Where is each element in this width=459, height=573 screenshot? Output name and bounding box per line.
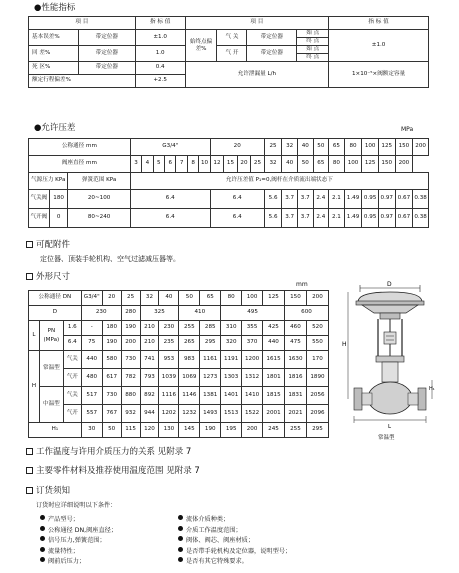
dim-d-cell: 600	[284, 306, 328, 321]
pressure-cell: 0.97	[378, 209, 395, 228]
dim-cell: 440	[81, 351, 102, 369]
checkbox-square-icon	[26, 487, 33, 494]
pressure-seat-cell: 7	[176, 156, 187, 173]
pressure-seat-cell: 50	[297, 156, 313, 173]
pressure-seat-cell: 32	[264, 156, 282, 173]
accessories-text: 定位器、顶装手轮机构、空气过滤减压器等。	[40, 255, 180, 263]
dim-cell: 480	[81, 369, 102, 387]
pressure-dn-cell: 150	[395, 139, 413, 156]
diagram-d-mark: D	[387, 281, 392, 288]
pressure-cell: 3.7	[297, 209, 313, 228]
pressure-dn-cell: 65	[329, 139, 345, 156]
dim-dn-cell: 50	[179, 291, 200, 306]
dim-cell: 2021	[284, 405, 306, 423]
dim-cell: 782	[121, 369, 140, 387]
pressure-unit: MPa	[401, 126, 414, 133]
dim-cell: 880	[121, 387, 140, 405]
dim-cell: 1801	[263, 369, 285, 387]
dim-cell: 255	[179, 321, 200, 336]
bullet-icon	[178, 536, 183, 541]
dim-cell: 210	[140, 336, 159, 351]
perf-right-b-sub: 带定位器	[247, 46, 297, 62]
dim-cell: 440	[263, 336, 285, 351]
dim-cell: 1831	[284, 387, 306, 405]
list-item: 流体介质种类；	[178, 515, 291, 526]
pressure-air-label: 气源压力 KPa	[29, 173, 68, 190]
dim-cell: 50	[102, 423, 121, 438]
pressure-seat-cell: 20	[237, 156, 251, 173]
dim-cell: 120	[140, 423, 159, 438]
perf-leak-val: 1×10⁻⁵×阀额定容量	[329, 62, 429, 88]
dim-cell: 741	[140, 351, 159, 369]
list-item: 介质工作温度范围；	[178, 526, 291, 537]
dim-d-label: D	[29, 306, 82, 321]
list-item: 是否带手轮机构及定位器，说明型号；	[178, 547, 291, 558]
dim-cell: 2056	[306, 387, 328, 405]
bullet-icon	[40, 557, 45, 562]
dim-cell: 425	[263, 321, 285, 336]
bullet-icon	[40, 536, 45, 541]
pressure-seat-cell: 65	[313, 156, 329, 173]
pressure-dn-cell: 200	[413, 139, 429, 156]
pressure-seat-cell: 200	[395, 156, 413, 173]
diagram-h-mark: H	[342, 341, 347, 348]
pressure-row-open-spring: 80~240	[68, 209, 130, 228]
perf-row-hysteresis: 回 差%	[29, 46, 79, 62]
pressure-cell: 6.4	[130, 190, 210, 209]
dim-cell: 200	[242, 423, 263, 438]
pressure-dn-cell: 40	[297, 139, 313, 156]
list-item: 公称通径 DN,阀座直径；	[40, 526, 117, 537]
perf-header-value-2: 指 标 值	[329, 17, 429, 30]
bullet-icon	[40, 515, 45, 520]
dim-cell: 1615	[263, 351, 285, 369]
pressure-cell: 5.6	[264, 209, 282, 228]
diagram-l-mark: L	[388, 424, 392, 430]
list-item: 产品型号；	[40, 515, 117, 526]
checkbox-square-icon	[26, 273, 33, 280]
dim-cell: 1401	[221, 387, 242, 405]
dim-cell: 255	[284, 423, 306, 438]
pressure-dn-cell: 80	[344, 139, 362, 156]
dim-dn-cell: 125	[263, 291, 285, 306]
pressure-seat-cell: 80	[329, 156, 345, 173]
dim-d-cell: 495	[221, 306, 285, 321]
dim-cell: 1191	[221, 351, 242, 369]
dim-cell: 285	[200, 321, 221, 336]
dim-cell: 30	[81, 423, 102, 438]
checkbox-square-icon	[26, 467, 33, 474]
dim-cell: 475	[284, 336, 306, 351]
pressure-table	[28, 138, 429, 228]
dim-dn-cell: 100	[242, 291, 263, 306]
pressure-cell: 2.4	[313, 190, 329, 209]
dim-d-cell: 410	[179, 306, 221, 321]
bullet-icon	[40, 547, 45, 552]
dim-pn1: 1.6	[63, 321, 81, 336]
perf-right-val: ±1.0	[329, 30, 429, 62]
dim-dn-cell: 80	[221, 291, 242, 306]
dim-dn-cell: 200	[306, 291, 328, 306]
dim-dn-label: 公称通径 DN	[29, 291, 82, 306]
perf-row-stroke: 额定行程偏差%	[29, 75, 136, 88]
dim-cell: 295	[306, 423, 328, 438]
pressure-cell: 0.67	[395, 209, 413, 228]
dim-dn-cell: 25	[121, 291, 140, 306]
pressure-row-close-label: 气关阀	[29, 190, 50, 209]
dim-cell: 190	[200, 423, 221, 438]
dim-mid-label: 中温型	[39, 387, 63, 423]
dim-cell: 793	[140, 369, 159, 387]
pressure-dn-cell: 100	[362, 139, 379, 156]
dim-cell: 1069	[179, 369, 200, 387]
pressure-cell: 3.7	[297, 190, 313, 209]
perf-right-a-sub: 带定位器	[247, 30, 297, 46]
dimensions-unit: mm	[296, 281, 308, 288]
pressure-seat-cell: 125	[362, 156, 379, 173]
dim-cell: 1232	[179, 405, 200, 423]
perf-header-value: 指 标 值	[135, 17, 185, 30]
pressure-seat-cell: 150	[378, 156, 395, 173]
pressure-cell: 5.6	[264, 190, 282, 209]
section-title-pressure: ●允许压差	[34, 123, 76, 133]
dim-dn-cell: 150	[284, 291, 306, 306]
dim-cell: 767	[102, 405, 121, 423]
perf-header-item: 项 目	[29, 17, 136, 30]
dim-cell: 730	[102, 387, 121, 405]
pressure-cell: 0.38	[413, 209, 429, 228]
pressure-row-close-air: 180	[49, 190, 68, 209]
pressure-cell: 6.4	[210, 209, 264, 228]
pressure-seat-cell: 15	[224, 156, 238, 173]
dim-cell: 1816	[284, 369, 306, 387]
pressure-cell: 3.7	[282, 209, 298, 228]
checkbox-square-icon	[26, 448, 33, 455]
section-title-temperature: 工作温度与许用介质压力的关系 见附录 7	[26, 448, 191, 457]
valve-diagram	[340, 280, 440, 442]
dim-d-cell: 230	[81, 306, 121, 321]
list-item: 是否有其它特殊要求。	[178, 557, 291, 568]
pressure-note: 允许压差值 P₁=0,阀杆在介质流出端状态下	[130, 173, 428, 190]
pressure-dn-label: 公称通径 mm	[29, 139, 131, 156]
perf-row-hysteresis-sub: 带定位器	[78, 46, 135, 62]
perf-right-group: 始终点偏差%	[185, 30, 217, 62]
order-intro: 订货时应详细说明以下条件：	[36, 502, 117, 509]
perf-header-item-2: 项 目	[185, 17, 329, 30]
dim-cell: 75	[81, 336, 102, 351]
dim-cell: 983	[179, 351, 200, 369]
list-item: 流量特性；	[40, 547, 117, 558]
dim-cell: 145	[179, 423, 200, 438]
dim-cell: 1522	[242, 405, 263, 423]
pressure-dn-cell: 32	[282, 139, 298, 156]
dim-cell: 550	[306, 336, 328, 351]
list-item: 阀体、阀芯、阀座材质；	[178, 536, 291, 547]
pressure-seat-cell: 100	[344, 156, 362, 173]
pressure-dn-cell: 25	[264, 139, 282, 156]
bullet-icon	[178, 515, 183, 520]
pressure-cell: 0.95	[362, 190, 379, 209]
order-list-left	[40, 515, 117, 568]
dim-cell: 1381	[200, 387, 221, 405]
section-title-materials: 主要零件材料及推荐使用温度范围 见附录 7	[26, 467, 200, 476]
pressure-cell: 0.97	[378, 190, 395, 209]
dim-cell: 1202	[159, 405, 179, 423]
pressure-row-close-spring: 20~100	[68, 190, 130, 209]
pressure-seat-cell: 40	[282, 156, 298, 173]
pressure-dn-cell: G3/4"	[130, 139, 210, 156]
order-list-right	[178, 515, 291, 568]
pressure-spring-label: 弹簧范围 KPa	[68, 173, 130, 190]
dim-dn-cell: 65	[200, 291, 221, 306]
pressure-seat-cell: 5	[153, 156, 164, 173]
dim-cell: 320	[221, 336, 242, 351]
perf-right-a-p1: 始 点	[297, 30, 329, 38]
dim-cell: 557	[81, 405, 102, 423]
pressure-cell: 2.4	[313, 209, 329, 228]
dim-cell: 1146	[179, 387, 200, 405]
perf-leak-item: 允许泄漏量 L/h	[185, 62, 329, 88]
dim-dn-cell: 40	[159, 291, 179, 306]
section-title-accessories: 可配附件	[26, 241, 70, 250]
diagram-h1-mark: H₁	[429, 386, 435, 392]
pressure-row-open-air: 0	[49, 209, 68, 228]
dim-cell: 892	[140, 387, 159, 405]
dim-cell: 944	[140, 405, 159, 423]
dim-cell: 460	[284, 321, 306, 336]
dim-d-cell: 280	[121, 306, 140, 321]
perf-row-deadband-sub: 带定位器	[78, 62, 135, 75]
dim-cell: 1815	[263, 387, 285, 405]
perf-row-deadband: 死 区%	[29, 62, 79, 75]
dim-cell: 310	[221, 321, 242, 336]
dim-cell: 370	[242, 336, 263, 351]
pressure-cell: 0.67	[395, 190, 413, 209]
pressure-cell: 1.49	[344, 190, 362, 209]
dim-cell: 1890	[306, 369, 328, 387]
pressure-seat-cell: 10	[199, 156, 210, 173]
bullet-icon	[40, 526, 45, 531]
dim-cell: 1200	[242, 351, 263, 369]
dim-cell: 195	[221, 423, 242, 438]
dim-h1-label: H₁	[29, 423, 82, 438]
pressure-dn-cell: 20	[210, 139, 264, 156]
dim-cell: 1312	[242, 369, 263, 387]
dim-cell: 1493	[200, 405, 221, 423]
dim-close-label: 气关	[63, 387, 81, 405]
dim-cell: 932	[121, 405, 140, 423]
pressure-cell: 2.1	[329, 209, 345, 228]
dim-cell: 2001	[263, 405, 285, 423]
dim-cell: 355	[242, 321, 263, 336]
pressure-seat-cell: 12	[210, 156, 224, 173]
dim-cell: 245	[263, 423, 285, 438]
dim-cell: 180	[102, 321, 121, 336]
perf-row-deadband-val: 0.4	[135, 62, 185, 75]
bullet-icon	[178, 547, 183, 552]
dim-cell: 1513	[221, 405, 242, 423]
section-title-dimensions: 外形尺寸	[26, 273, 70, 282]
list-item: 阀前后压力；	[40, 557, 117, 568]
section-title-order: 订货须知	[26, 487, 70, 496]
pressure-cell: 3.7	[282, 190, 298, 209]
perf-right-b-p2: 终 点	[297, 54, 329, 62]
dim-cell: 1410	[242, 387, 263, 405]
dim-cell: 617	[102, 369, 121, 387]
dim-cell: -	[81, 321, 102, 336]
dim-cell: 190	[102, 336, 121, 351]
dim-normal-label: 常温型	[39, 351, 63, 387]
dim-dn-cell: G3/4"	[81, 291, 102, 306]
dim-open-label: 气开	[63, 369, 81, 387]
performance-table	[28, 16, 429, 88]
perf-row-stroke-val: +2.5	[135, 75, 185, 88]
dim-cell: 115	[121, 423, 140, 438]
pressure-dn-cell: 50	[313, 139, 329, 156]
dim-cell: 230	[159, 321, 179, 336]
pressure-seat-cell: 3	[130, 156, 141, 173]
dim-pn2: 6.4	[63, 336, 81, 351]
dim-cell: 520	[306, 321, 328, 336]
perf-row-hysteresis-val: 1.0	[135, 46, 185, 62]
dim-l-label: L	[29, 321, 40, 351]
pressure-cell: 1.49	[344, 209, 362, 228]
pressure-seat-cell: 6	[165, 156, 176, 173]
dim-cell: 130	[159, 423, 179, 438]
pressure-cell: 0.38	[413, 190, 429, 209]
section-title-performance: ●性能指标	[34, 3, 76, 13]
dim-cell: 210	[140, 321, 159, 336]
dim-cell: 1039	[159, 369, 179, 387]
dim-cell: 1630	[284, 351, 306, 369]
perf-right-a-p2: 终 点	[297, 38, 329, 46]
dim-pn-label: PN (MPa)	[39, 321, 63, 351]
perf-row-basic-error-sub: 带定位器	[78, 30, 135, 46]
dim-dn-cell: 32	[140, 291, 159, 306]
pressure-row-open-label: 气开阀	[29, 209, 50, 228]
perf-right-a-dir: 气 关	[217, 30, 247, 46]
perf-row-basic-error-val: ±1.0	[135, 30, 185, 46]
bullet-icon	[178, 557, 183, 562]
pressure-cell: 6.4	[130, 209, 210, 228]
dim-cell: 580	[102, 351, 121, 369]
dim-cell: 190	[121, 321, 140, 336]
dim-cell: 200	[121, 336, 140, 351]
pressure-seat-cell: 25	[251, 156, 265, 173]
dim-cell: 170	[306, 351, 328, 369]
dim-cell: 730	[121, 351, 140, 369]
pressure-seat-cell: 8	[187, 156, 198, 173]
dim-cell: 517	[81, 387, 102, 405]
dim-cell: 1161	[200, 351, 221, 369]
dim-cell: 235	[159, 336, 179, 351]
dim-cell: 2096	[306, 405, 328, 423]
dim-h-label: H	[29, 351, 40, 423]
pressure-cell: 0.95	[362, 209, 379, 228]
dim-d-cell: 325	[140, 306, 179, 321]
pressure-dn-cell: 125	[378, 139, 395, 156]
dim-cell: 1273	[200, 369, 221, 387]
dim-cell: 1116	[159, 387, 179, 405]
perf-right-b-dir: 气 开	[217, 46, 247, 62]
pressure-seat-cell: 4	[142, 156, 153, 173]
dim-cell: 265	[179, 336, 200, 351]
dim-cell: 1303	[221, 369, 242, 387]
pressure-cell: 6.4	[210, 190, 264, 209]
perf-right-b-p1: 始 点	[297, 46, 329, 54]
pressure-cell: 2.1	[329, 190, 345, 209]
dim-cell: 953	[159, 351, 179, 369]
dim-open-label: 气开	[63, 405, 81, 423]
pressure-seat-label: 阀座直径 mm	[29, 156, 131, 173]
checkbox-square-icon	[26, 241, 33, 248]
bullet-icon	[178, 526, 183, 531]
dimensions-table	[28, 290, 329, 438]
dim-dn-cell: 20	[102, 291, 121, 306]
dim-cell: 295	[200, 336, 221, 351]
dim-close-label: 气关	[63, 351, 81, 369]
diagram-caption: 常温型	[378, 435, 395, 441]
perf-row-basic-error: 基本误差%	[29, 30, 79, 46]
list-item: 信号压力,弹簧范围；	[40, 536, 117, 547]
